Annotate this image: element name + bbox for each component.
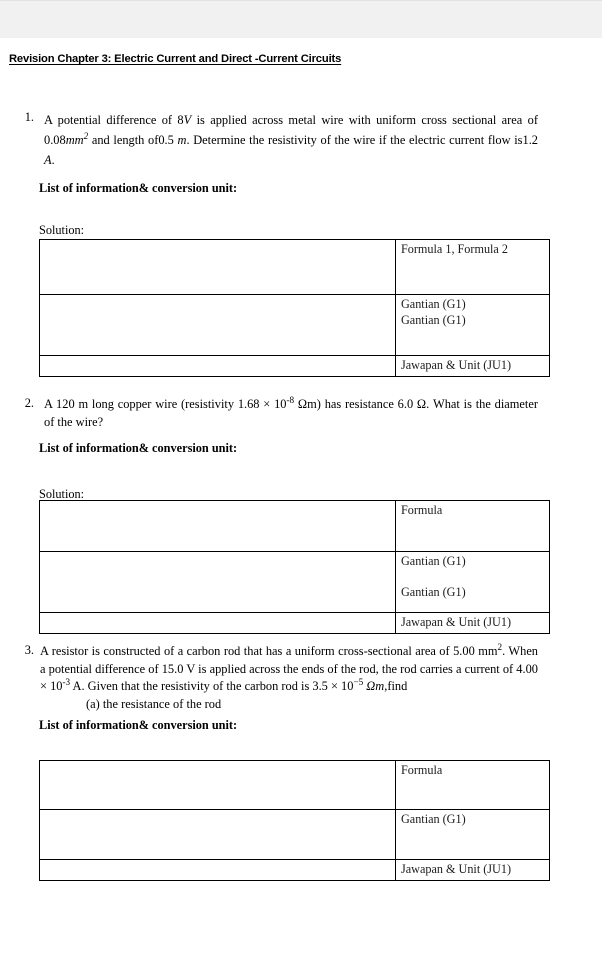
- question-1-text: [44, 110, 538, 170]
- question-2-solution-label: Solution:: [39, 487, 85, 501]
- q2-exp-1: -8: [286, 394, 295, 405]
- q3-seg-2: . When a potential difference of 15.0 V is applied across the ends of the rod, the rod carries a current of 4.00 × 10: [40, 644, 539, 694]
- question-2-solution-table: [39, 500, 550, 634]
- question-3-solution-table: [39, 760, 550, 881]
- q1-exp-area: 2: [83, 130, 89, 141]
- browser-chrome-band: [0, 0, 602, 38]
- q3-work-area-row-2[interactable]: [40, 810, 396, 860]
- q1-gantian-cell: [396, 295, 550, 356]
- q2-work-area-row-1[interactable]: [40, 501, 396, 552]
- question-2-list-of-information-label: List of information& conversion unit:: [39, 441, 238, 455]
- q1-gantian-text-2: Gantian (G1): [401, 312, 466, 327]
- q3-jawapan-cell: [396, 860, 550, 881]
- q1-formula-cell: [396, 240, 550, 295]
- question-1-solution-table: [39, 239, 550, 377]
- q3-exp-resistivity: −5: [353, 677, 364, 688]
- table-row: [40, 810, 550, 860]
- q3-formula-text: Formula: [401, 763, 443, 777]
- q2-formula-cell: [396, 501, 550, 552]
- q2-formula-text: Formula: [401, 503, 443, 517]
- question-3-number: 3.: [24, 643, 34, 657]
- q3-seg-1: A resistor is constructed of a carbon rod that has a uniform cross-sectional area of 5.00 mm: [40, 644, 498, 658]
- q1-unit-volt: V: [183, 113, 192, 127]
- q3-unit-ohm-m: Ωm: [363, 679, 385, 694]
- question-1-solution-label: Solution:: [39, 223, 85, 237]
- q3-jawapan-text: Jawapan & Unit (JU1): [401, 862, 512, 876]
- q1-jawapan-text: Jawapan & Unit (JU1): [401, 358, 512, 372]
- q3-work-area-row-1[interactable]: [40, 761, 396, 810]
- q1-formula-text: Formula 1, Formula 2: [401, 242, 508, 256]
- q3-gantian-cell: [396, 810, 550, 860]
- q2-work-area-row-3[interactable]: [40, 613, 396, 634]
- table-row: [40, 613, 550, 634]
- q1-work-area-row-1[interactable]: [40, 240, 396, 295]
- q1-seg-5: .: [51, 153, 55, 168]
- q2-gantian-text-2: Gantian (G1): [401, 585, 466, 600]
- page-title: Revision Chapter 3: Electric Current and Direct -Current Circuits: [9, 53, 342, 65]
- q1-seg-4: . Determine the resistivity of the wire if the electric current flow is: [186, 133, 523, 148]
- q2-jawapan-text: Jawapan & Unit (JU1): [401, 615, 512, 629]
- question-3-list-of-information-label: List of information& conversion unit:: [39, 718, 238, 732]
- q2-jawapan-cell: [396, 613, 550, 634]
- question-2-number: 2.: [24, 396, 34, 410]
- q1-seg-1: A potential difference of 8: [44, 113, 184, 127]
- q2-gantian-text-1: Gantian (G1): [401, 554, 466, 568]
- table-row: [40, 761, 550, 810]
- q3-gantian-text: Gantian (G1): [401, 812, 466, 826]
- q2-seg-2: Ωm) has resistance 6.0 Ω. What is the diameter of the wire?: [44, 397, 539, 429]
- q3-formula-cell: [396, 761, 550, 810]
- q1-unit-amp: A: [44, 153, 52, 168]
- q1-jawapan-cell: [396, 356, 550, 377]
- table-row: [40, 860, 550, 881]
- q1-work-area-row-2[interactable]: [40, 295, 396, 356]
- q3-exp-current: -3: [62, 677, 71, 688]
- table-row: [40, 552, 550, 613]
- q3-seg-3: A. Given that the resistivity of the carbon rod is 3.5 × 10: [70, 679, 354, 694]
- q2-work-area-row-2[interactable]: [40, 552, 396, 613]
- question-2-text: [44, 396, 538, 431]
- q1-value-length: 0.5: [158, 133, 178, 148]
- table-row: [40, 501, 550, 552]
- q3-work-area-row-3[interactable]: [40, 860, 396, 881]
- q1-seg-2: is applied across metal wire with uniform cross sectional area of: [191, 113, 538, 127]
- q1-unit-mm: mm: [65, 133, 84, 148]
- q1-value-current: 1.2: [522, 133, 538, 148]
- q1-seg-3: and length of: [88, 133, 159, 148]
- q1-unit-m: m: [177, 133, 187, 148]
- q1-gantian-text-1: Gantian (G1): [401, 297, 466, 311]
- q2-seg-1: A 120 m long copper wire (resistivity 1.68 × 10: [44, 397, 287, 411]
- q3-seg-4: ,find: [384, 679, 408, 694]
- table-row: [40, 356, 550, 377]
- table-row: [40, 240, 550, 295]
- question-1-list-of-information-label: List of information& conversion unit:: [39, 181, 238, 195]
- question-1-number: 1.: [24, 110, 34, 124]
- q3-exp-area: 2: [497, 641, 503, 652]
- table-row: [40, 295, 550, 356]
- q1-value-area: 0.08: [44, 133, 66, 148]
- q3-sub-item-a: (a) the resistance of the rod: [86, 696, 222, 711]
- q2-gantian-cell: [396, 552, 550, 613]
- question-3-text: [40, 643, 538, 713]
- q1-work-area-row-3[interactable]: [40, 356, 396, 377]
